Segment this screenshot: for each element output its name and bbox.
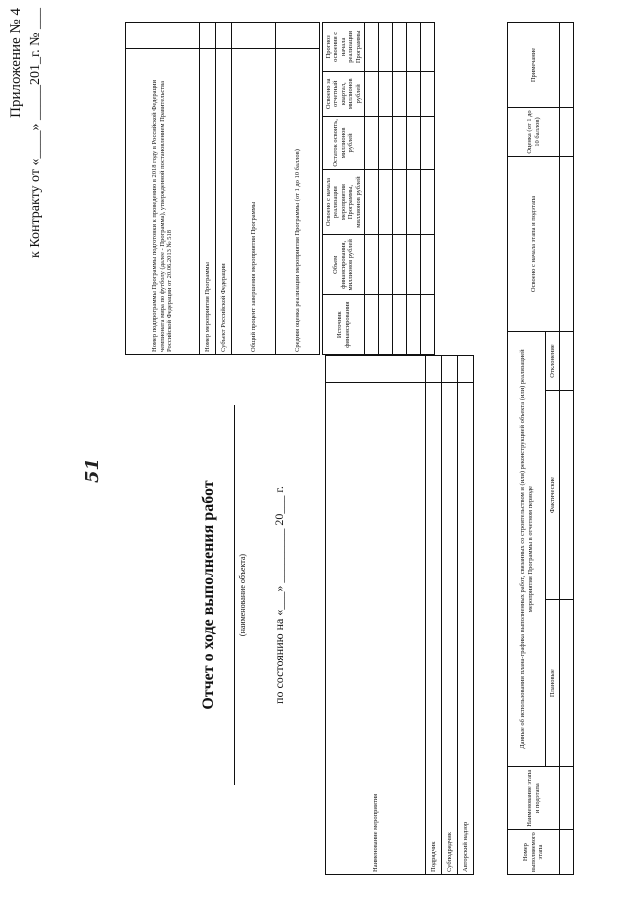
mastered-header: Освоено с начала этапа и подэтапа (508, 157, 560, 332)
info-label: Субъект Российской Федерации (216, 49, 232, 355)
finance-row (393, 23, 407, 355)
measure-row (442, 356, 458, 875)
deviation-header: Отклонение (546, 332, 560, 391)
note-header: Примечание (508, 23, 560, 108)
finance-header-row (323, 23, 365, 355)
stage-number-header: Номер выполняемого этапа (508, 830, 560, 875)
stage-name-header: Наименование этапа и подэтапа (508, 767, 560, 830)
info-row (276, 23, 320, 355)
info-row (216, 23, 232, 355)
info-row (126, 23, 200, 355)
object-name-hint: (наименование объекта) (238, 553, 247, 637)
object-name-line (234, 405, 235, 785)
finance-header: Освоено за отчетный квартал, миллионов рублей (323, 71, 365, 116)
schedule-row (560, 23, 574, 875)
as-of-date: по состоянию на «___» _________ 20___ г. (272, 486, 286, 704)
finance-table (322, 22, 435, 355)
annex-label: Приложение № 4 (8, 8, 24, 118)
info-row (232, 23, 276, 355)
schedule-table (507, 22, 574, 875)
planned-header: Плановые (546, 600, 560, 767)
finance-header: Объем финансирования, миллионов рублей (323, 235, 365, 295)
measure-label: Субподрядчик (442, 383, 458, 875)
measure-label: Наименование мероприятия (326, 383, 426, 875)
finance-header: Остаток освоить, миллионов рублей (323, 116, 365, 169)
finance-header: Источник финансирования (323, 295, 365, 355)
program-info-table (125, 22, 320, 355)
score-header: Оценка (от 1 до 10 баллов) (508, 108, 560, 157)
measure-row (326, 356, 426, 875)
finance-header: Освоено с начала реализации мероприятия Программы, миллионов рублей (323, 169, 365, 234)
actual-header: Фактические (546, 391, 560, 600)
info-label: Номер мероприятия Программы (200, 49, 216, 355)
schedule-header-row (508, 23, 546, 875)
contract-line: к Контракту от «____» _____201_г. № ___ (28, 8, 43, 258)
finance-row (365, 23, 379, 355)
info-label: Номер подпрограммы Программы подготовки к проведению в 2018 году в Российской Федерации чемпионата мира по футболу (далее - Программа), утвержденной постановлением Правительства Российской Федерации от 20.06.2013 № 518 (126, 49, 200, 355)
finance-header: Прогноз освоения с начала реализации Программы (323, 23, 365, 72)
measures-table (325, 355, 474, 875)
info-row (200, 23, 216, 355)
page-number: 51 (82, 457, 104, 484)
finance-row (407, 23, 421, 355)
measure-row (458, 356, 474, 875)
report-title: Отчет о ходе выполнения работ (200, 480, 217, 710)
info-label: Средняя оценка реализации мероприятия Программы (от 1 до 10 баллов) (276, 49, 320, 355)
finance-row (421, 23, 435, 355)
measure-row (426, 356, 442, 875)
measure-label: Подрядчик (426, 383, 442, 875)
finance-row (379, 23, 393, 355)
info-label: Общий процент завершения мероприятия Программы (232, 49, 276, 355)
measure-label: Авторский надзор (458, 383, 474, 875)
schedule-group-header: Данные об использовании плана-графика выполненных работ, связанных со строительством и (или) реконструкцией объекта (или) реализацией мероприятия Программы в отчетном периоде (508, 332, 546, 767)
